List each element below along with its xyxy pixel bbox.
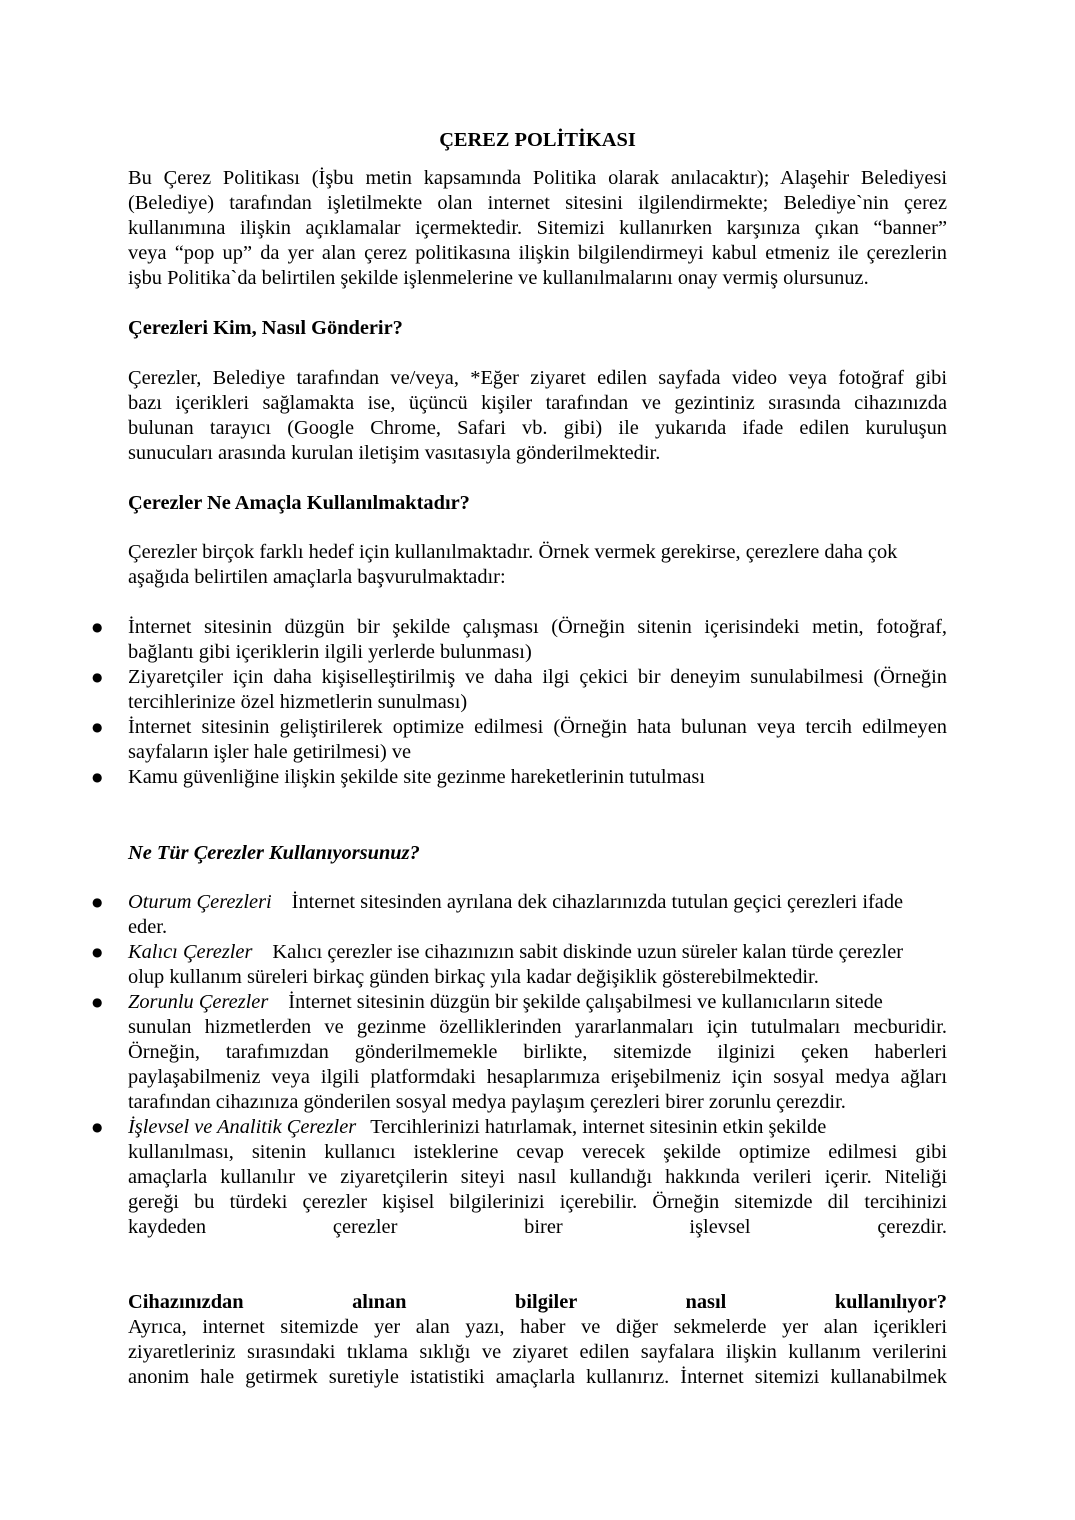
list-item-text: Tercihlerinizi hatırlamak, internet sitesinin etkin şekilde [370,1116,827,1138]
page-title: ÇEREZ POLİTİKASI [439,129,636,151]
intro-line: (Belediye) tarafından işletilmekte olan internet sitesini ilgilendirmekte; Belediye`nin çerez [128,192,947,214]
paragraph-line: Çerezler birçok farklı hedef için kullanılmaktadır. Örnek vermek gerekirse, çerezlere daha çok [128,541,898,563]
section-heading: Ne Tür Çerezler Kullanıyorsunuz? [128,842,420,864]
list-item-continuation: paylaşabilmeniz veya ilgili platformdaki hesaplarımıza erişebilmeniz için sosyal medya ağları [128,1066,947,1088]
list-item-continuation: kullanılması, sitenin kullanıcı isteklerine cevap verecek şekilde optimize edilmesi gibi [128,1141,947,1163]
list-item-text: Ziyaretçiler için daha kişiselleştirilmiş ve daha ilgi çekici bir deneyim sunulabilmesi (Örneğin [128,666,947,688]
paragraph-line: Çerezler, Belediye tarafından ve/veya, *Eğer ziyaret edilen sayfada video veya fotoğraf gibi [128,367,947,389]
list-item [92,615,947,640]
list-item [92,715,947,740]
list-item-continuation: kaydeden çerezler birer işlevsel çerezdir. [128,1216,947,1238]
term-label: Zorunlu Çerezler [128,991,269,1013]
term-label: Kalıcı Çerezler [128,941,253,963]
list-item [92,765,947,790]
list-item [92,990,947,1015]
list-item-continuation: amaçlarla kullanılır ve ziyaretçilerin siteyi nasıl kullandığı hakkında verileri içerir. Niteliği [128,1166,947,1188]
term-label: Oturum Çerezleri [128,891,272,913]
bullet-icon: ● [92,720,103,734]
list-item-continuation: sayfaların işler hale getirilmesi) ve [128,741,412,763]
paragraph-line: bazı içerikleri sağlamakta ise, üçüncü kişiler tarafından ve gezintiniz sırasında cihazınızda [128,392,947,414]
section-heading: Cihazınızdan alınan bilgiler nasıl kullanılıyor? [128,1291,947,1313]
intro-line: Bu Çerez Politikası (İşbu metin kapsamında Politika olarak anılacaktır); Alaşehir Belediyesi [128,167,947,189]
bullet-icon: ● [92,895,103,909]
list-item-text: İnternet sitesinin düzgün bir şekilde çalışabilmesi ve kullanıcıların sitede [288,991,883,1013]
intro-line: kullanımına ilişkin açıklamalar içermektedir. Sitemizi kullanırken karşınıza çıkan “banner” [128,217,947,239]
list-item [92,1115,947,1140]
list-item [92,940,947,965]
list-item-text: İnternet sitesinin düzgün bir şekilde çalışması (Örneğin sitenin içerisindeki metin, fotoğraf, [128,616,947,638]
list-item-continuation: bağlantı gibi içeriklerin ilgili yerlerde bulunması) [128,641,532,663]
intro-line: işbu Politika`da belirtilen şekilde işlenmelerine ve kullanılmalarını onay vermiş olursunuz. [128,267,869,289]
list-item-continuation: tarafından cihazınıza gönderilen sosyal medya paylaşım çerezleri birer zorunlu çerezdir. [128,1091,846,1113]
bullet-icon: ● [92,620,103,634]
list-item-continuation: gereği bu türdeki çerezler kişisel bilgilerinizi içerebilir. Örneğin sitemizde dil tercihinizi [128,1191,947,1213]
list-item [92,890,947,915]
intro-line: veya “pop up” da yer alan çerez politikasına ilişkin bilgilendirmeyi kabul etmeniz ile çerezlerin [128,242,947,264]
list-item-continuation: eder. [128,916,168,938]
list-item-text: İnternet sitesinin geliştirilerek optimize edilmesi (Örneğin hata bulunan veya tercih edilmeyen [128,716,947,738]
paragraph-line: ziyaretleriniz sırasındaki tıklama sıklığı ve ziyaret edilen sayfalara ilişkin kullanım verilerini [128,1341,947,1363]
list-item-text: Kamu güvenliğine ilişkin şekilde site gezinme hareketlerinin tutulması [128,766,706,788]
list-item-continuation: olup kullanım süreleri birkaç günden birkaç yıla kadar değişiklik gösterebilmektedir. [128,966,819,988]
list-item-continuation: tercihlerinize özel hizmetlerin sunulması) [128,691,468,713]
bullet-icon: ● [92,770,103,784]
list-item-text: Kalıcı çerezler ise cihazınızın sabit diskinde uzun süreler kalan türde çerezler [272,941,904,963]
paragraph-line: Ayrıca, internet sitemizde yer alan yazı, haber ve diğer sekmelerde yer alan içerikleri [128,1316,947,1338]
list-item-continuation: Örneğin, tarafımızdan gönderilmemekle birlikte, sitemizde ilginizi çeken haberleri [128,1041,947,1063]
paragraph-line: aşağıda belirtilen amaçlarla başvurulmaktadır: [128,566,506,588]
bullet-icon: ● [92,1120,103,1134]
list-item-text: İnternet sitesinden ayrılana dek cihazlarınızda tutulan geçici çerezleri ifade [291,891,904,913]
section-heading: Çerezleri Kim, Nasıl Gönderir? [128,317,403,339]
paragraph-line: bulunan tarayıcı (Google Chrome, Safari vb. gibi) ile yukarıda ifade edilen kuruluşun [128,417,947,439]
bullet-icon: ● [92,670,103,684]
list-item [92,665,947,690]
bullet-icon: ● [92,995,103,1009]
paragraph-line: anonim hale getirmek suretiyle istatistiki amaçlarla kullanırız. İnternet sitemizi kullanabilmek [128,1366,947,1388]
term-label: İşlevsel ve Analitik Çerezler [128,1116,357,1138]
section-heading: Çerezler Ne Amaçla Kullanılmaktadır? [128,492,470,514]
bullet-icon: ● [92,945,103,959]
list-item-continuation: sunulan hizmetlerden ve gezinme özelliklerinden yararlanmaları için tutulmaları mecburidir. [128,1016,947,1038]
paragraph-line: sunucuları arasında kurulan iletişim vasıtasıyla gönderilmektedir. [128,442,661,464]
